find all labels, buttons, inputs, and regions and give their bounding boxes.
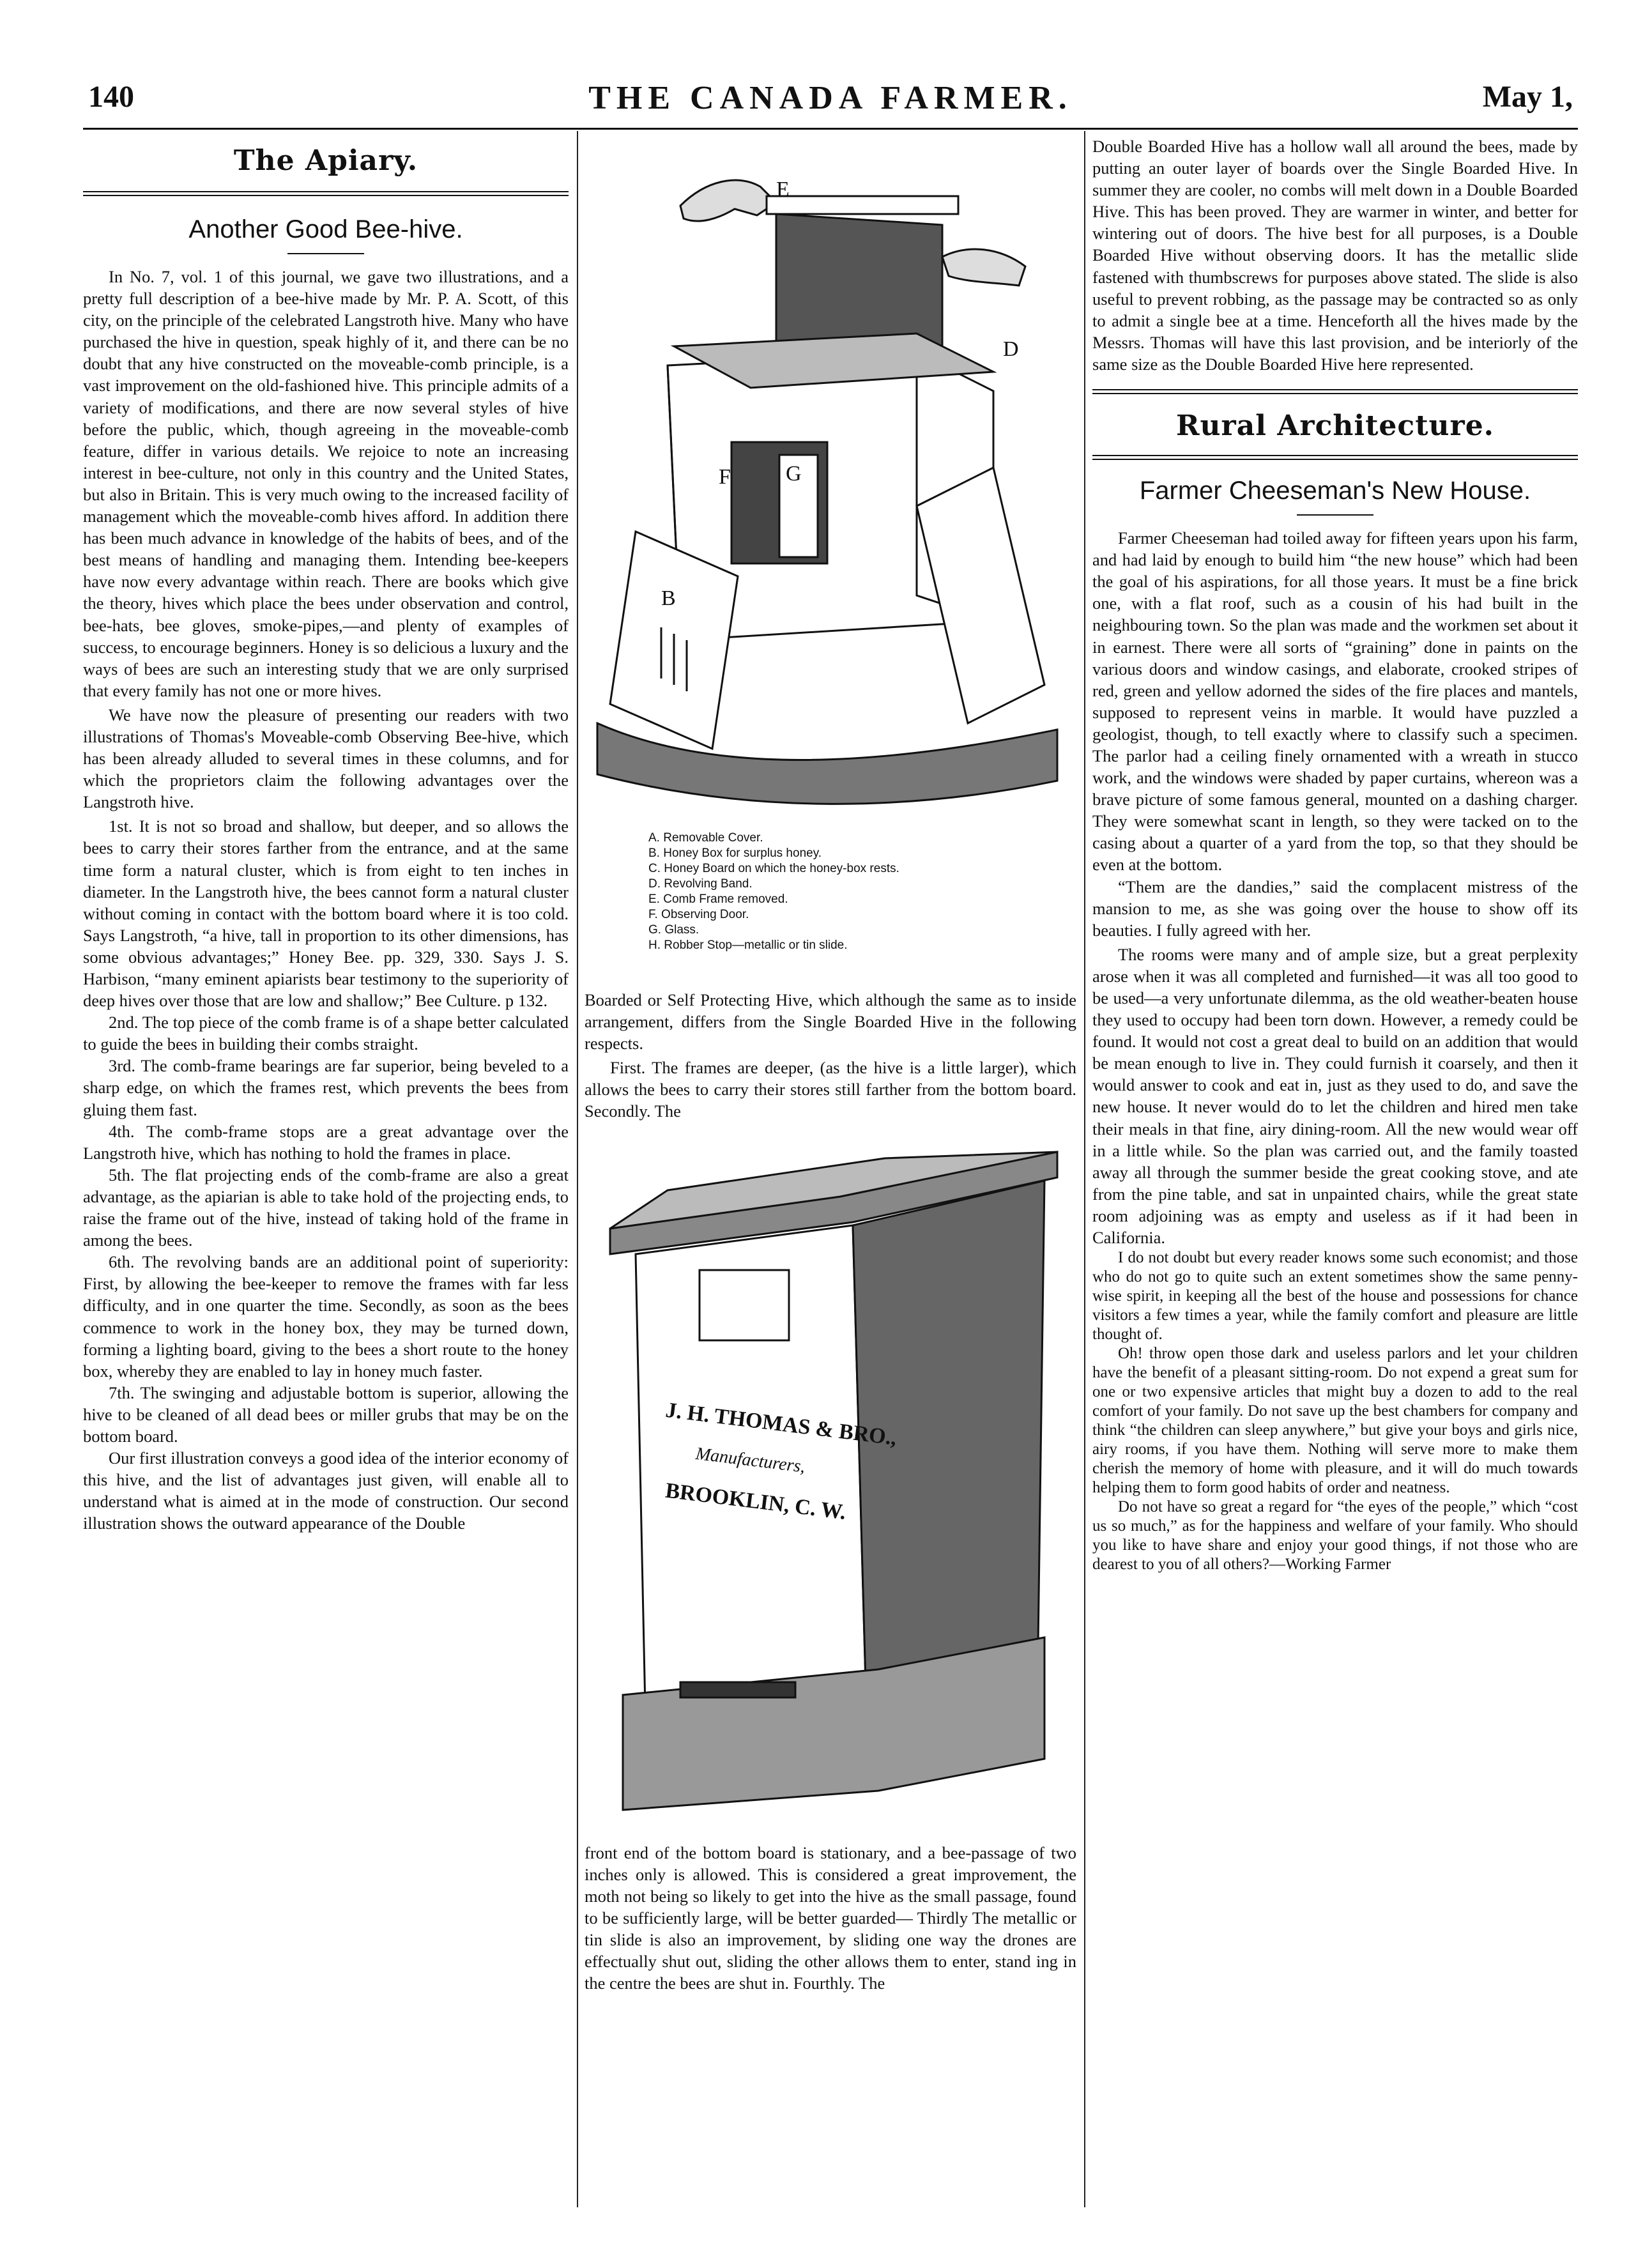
label-f: F <box>719 465 731 489</box>
article-headline: Another Good Bee-hive. <box>188 215 463 243</box>
article-paragraph: 3rd. The comb-frame bearings are far superior, being beveled to a sharp edge, on which the frames rest, which prevents the bees from gluing them fast. <box>83 1056 569 1119</box>
column-rule-left <box>577 131 578 2207</box>
section-title-apiary: The Apiary. <box>233 144 418 177</box>
left-hand-drawing <box>680 180 776 221</box>
legend-item: F. Observing Door. <box>648 908 749 921</box>
figure-legend <box>648 831 899 952</box>
headline-rule <box>1297 514 1373 516</box>
maker-location: BROOKLIN, C. W. <box>664 1478 848 1524</box>
article-paragraph: I do not doubt but every reader knows some such economist; and those who do not go to quite such an extent sometimes show the same penny-wise spirit, in keeping all the best of the house and possessions for chance visitors a few times a year, while the family comfort and pleasure are little thought of. <box>1092 1249 1578 1344</box>
article-paragraph: 2nd. The top piece of the comb frame is of a shape better calculated to guide the bees in building their combs straight. <box>83 1013 569 1054</box>
right-hand-drawing <box>942 249 1025 286</box>
entrance-slot <box>680 1682 795 1697</box>
article-paragraph: 6th. The revolving bands are an additional point of superiority: First, by allowing the bee-keeper to remove the frames with far less difficulty, and in one quarter the time. Secondly, as soon as the bees commence to work in the honey box, they may be turned down, forming a lighting board, giving to the bees a short route to the honey box, whereby they are enabled to lay in honey much faster. <box>83 1252 569 1381</box>
issue-date: May 1, <box>1482 80 1573 114</box>
label-d: D <box>1003 337 1019 361</box>
article-paragraph: Do not have so great a regard for “the eyes of the people,” which “cost us so much,” as for the happiness and welfare of your family. Who should you like to have share and enjoy your good things, if not those who are dearest to you of all others?—Working Farmer <box>1092 1498 1578 1574</box>
maker-trade: Manufacturers, <box>694 1443 807 1477</box>
section-divider <box>1092 389 1578 394</box>
label-e: E <box>776 178 790 201</box>
article-paragraph: 7th. The swinging and adjustable bottom is superior, allowing the hive to be cleaned of all dead bees or miller grubs that may be on the bottom board. <box>83 1383 569 1446</box>
masthead-title: THE CANADA FARMER. <box>588 80 1073 116</box>
legend-item: B. Honey Box for surplus honey. <box>648 847 822 860</box>
column-rule-right <box>1084 131 1085 2207</box>
article-paragraph: Oh! throw open those dark and useless parlors and let your children have the benefit of a pleasant sitting-room. Do not expend a great sum for one or two expensive articles that might buy a dozen to add to the real comfort of your family. Do not save up the best chambers for company and think “the children can sleep anywhere,” but give your boys and girls nice, airy rooms, if you have them. Nothing will serve more to make them cherish the memory of home with pleasure, and it will do much towards helping them to form good habits of order and neatness. <box>1092 1345 1578 1497</box>
article-paragraph: front end of the bottom board is stationary, and a bee-passage of two inches only is allowed. This is considered a great improvement, the moth not being so likely to get into the hive as the small passage, found to be sufficiently large, will be better guarded— Thirdly The metallic or tin slide is also an improvement, by sliding one way the drones are effectually shut out, sliding the other allows them to enter, stand ing in the centre the bees are shut in. Fourthly. The <box>585 1843 1076 1993</box>
article-paragraph: The rooms were many and of ample size, but a great perplexity arose when it was all completed and furnished—it was all too good to be used—a very unfortunate dilemma, as the old weather-beaten house they used to occupy had been torn down. However, a remedy could be found. It would not cost a great deal to build on an addition that would be mean enough to live in. They could furnish it coarsely, and then it would answer to cook and eat in, just as they used to do, and save the new house. It never would do to let the children and hired men take their meals in that fine, airy dining-room. All the new would wear off in a little while. So the plan was carried out, and the family toasted away all through the summer beside the great cooking stove, and ate from the pine table, and sat in unpainted chairs, while the great state room adjoining was as empty and useless as if it had been in California. <box>1092 944 1578 1248</box>
legend-item: G. Glass. <box>648 923 700 937</box>
legend-item: H. Robber Stop—metallic or tin slide. <box>648 939 848 952</box>
article-paragraph: In No. 7, vol. 1 of this journal, we gave two illustrations, and a pretty full description of a bee-hive made by Mr. P. A. Scott, of this city, on the principle of the celebrated Langstroth hive. Many who have purchased the hive in question, speak highly of it, and there can be no doubt that any hive constructed on the moveable-comb principle, is a vast improvement on the old-fashioned hive. This principle admits of a variety of modifications, and there are now several styles of hive before the public, which, though agreeing in the moveable-comb feature, differ in various details. We rejoice to note an increasing interest in bee-culture, not only in this country and the United States, but also in Britain. This is very much owing to the increased facility of management which the moveable-comb hives afford. In addition there has been much advance in knowledge of the habits of bees, and of the best means of handling and managing them. Intending bee-keepers have now every advantage within reach. There are books which give the theory, hives which place the bees under observation and control, bee-hats, bee gloves, smoke-pipes,—and plenty of examples of success, to encourage beginners. Honey is so delicious a luxury and the ways of bees are such an interesting study that we are only surprised that every family has not one or more hives. <box>83 267 569 700</box>
article-paragraph: Farmer Cheeseman had toiled away for fifteen years upon his farm, and had laid by enough to build him “the new house” which had been the goal of his aspirations, for all those years. It must be a fine brick one, with a flat roof, such as a cousin of his had built in the neighbouring town. So the plan was made and the workmen set about it in earnest. There were all sorts of “graining” done in paints on the various doors and window casings, and elaborate, crooked stripes of red, green and yellow adorned the sides of the fire places and mantels, supposed to represent veins in marble. It would have puzzled a geologist, though, to tell exactly where to classify such a specimen. The parlor had a ceiling finely ornamented with a wreath in stucco work, and the windows were shaded by paper curtains, whereon was a brave picture of some famous general, mounted on a dashing charger. They were somewhat scant in length, so they were tacked on to the casing about a quarter of a yard from the top, so that they should be even at the bottom. <box>1092 528 1578 875</box>
article-headline: Farmer Cheeseman's New House. <box>1139 477 1531 505</box>
article-paragraph: 1st. It is not so broad and shallow, but deeper, and so allows the bees to carry their stores farther from the entrance, and at the same time form a natural cluster, which is from eight to ten inches in diameter. In the Langstroth hive, the bees cannot form a natural cluster without coming in contact with the bottom board where it is too cold. Says Langstroth, “a hive, tall in proportion to its other dimensions, has some obvious advantages;” Honey Bee. pp. 329, 330. Says J. S. Harbison, “many eminent apiarists bear testimony to the superiority of deep hives over those that are low and shallow;” Bee Culture. p 132. <box>83 816 569 1011</box>
column-illustrations <box>585 135 1076 1994</box>
page-header <box>83 77 1578 121</box>
article-paragraph: Double Boarded Hive has a hollow wall all around the bees, made by putting an outer layer of boards over the Single Boarded Hive. In summer they are cooler, no combs will melt down in a Double Boarded Hive. This has been proved. They are warmer in winter, and better for wintering out of doors. The hive best for all purposes, is a Double Boarded Hive without observing doors. It has the metallic slide fastened with thumbscrews for purposes above stated. The slide is also useful to prevent robbing, as the passage may be contracted so as only to admit a single bee at a time. Henceforth all the hives made by the Messrs. Thomas will have this last provision, and be interiorly of the same size as the Double Boarded Hive here represented. <box>1092 137 1578 374</box>
section-divider <box>1092 455 1578 460</box>
ground-shading <box>597 723 1057 804</box>
header-rule <box>83 128 1578 130</box>
legend-item: A. Removable Cover. <box>648 831 763 845</box>
section-divider <box>83 191 569 196</box>
hive-interior-engraving <box>585 135 1076 985</box>
comb-frame-top-bar <box>767 196 958 214</box>
legend-item: D. Revolving Band. <box>648 877 753 891</box>
article-paragraph: 4th. The comb-frame stops are a great advantage over the Langstroth hive, which has nothing to hold the frames in place. <box>83 1121 569 1163</box>
column-apiary <box>83 135 569 1534</box>
label-b: B <box>661 586 676 610</box>
observing-door <box>700 1270 789 1340</box>
article-paragraph: “Them are the dandies,” said the complacent mistress of the mansion to me, as she was going over the house to show off its beauties. I fully agreed with her. <box>1092 877 1578 940</box>
column-rural-architecture <box>1092 135 1578 1574</box>
article-paragraph: We have now the pleasure of presenting our readers with two illustrations of Thomas's Moveable-comb Observing Bee-hive, which has been already alluded to several times in these columns, and for which the proprietors claim the following advantages over the Langstroth hive. <box>83 705 569 812</box>
page-number: 140 <box>88 80 134 114</box>
article-paragraph: First. The frames are deeper, (as the hive is a little larger), which allows the bees to carry their stores still farther from the bottom board. Secondly. The <box>585 1058 1076 1121</box>
maker-name: J. H. THOMAS & BRO., <box>664 1398 898 1450</box>
section-title-rural-architecture: Rural Architecture. <box>1175 410 1494 443</box>
article-paragraph: 5th. The flat projecting ends of the comb-frame are also a great advantage, as the apiarian is able to take hold of the projecting ends, to raise the frame out of the hive, instead of taking hold of the frame in among the bees. <box>83 1165 569 1250</box>
headline-rule <box>287 253 364 254</box>
article-paragraph: Boarded or Self Protecting Hive, which although the same as to inside arrangement, differs from the Single Boarded Hive in the following respects. <box>585 990 1076 1054</box>
label-g: G <box>786 462 802 486</box>
hive-exterior-engraving <box>585 1133 1076 1829</box>
legend-item: C. Honey Board on which the honey-box rests. <box>648 862 899 875</box>
article-paragraph: Our first illustration conveys a good idea of the interior economy of this hive, and the list of advantages just given, will enable all to understand what is aimed at in the mode of construction. Our second illustration shows the outward appearance of the Double <box>83 1448 569 1533</box>
legend-item: E. Comb Frame removed. <box>648 893 788 906</box>
